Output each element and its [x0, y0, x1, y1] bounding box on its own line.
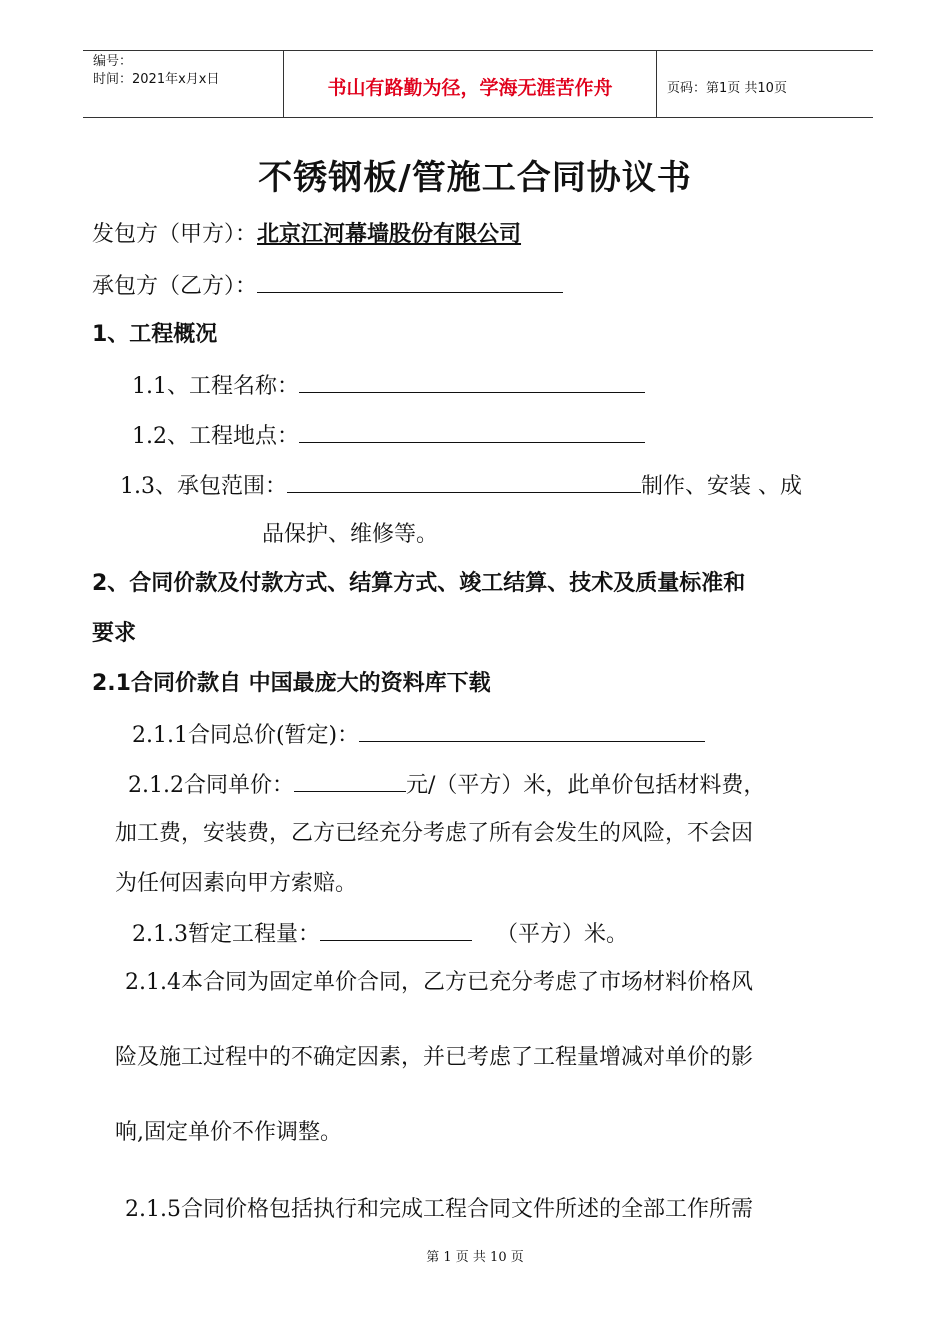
header-meta — [93, 53, 219, 89]
section-2-heading-cont: 要求 — [92, 621, 137, 646]
header-divider — [656, 51, 657, 117]
item-1-1 — [132, 370, 645, 402]
unit-price-blank[interactable] — [294, 769, 406, 792]
item-1-3-suffix: 制作、安装 、成 — [641, 474, 802, 499]
item-2-1-3-label: 2.1.3暂定工程量： — [132, 922, 320, 947]
party-b-blank[interactable] — [257, 270, 563, 293]
header-motto: 书山有路勤为径，学海无涯苦作舟 — [327, 77, 613, 99]
party-a-value: 北京江河幕墙股份有限公司 — [257, 222, 522, 247]
item-1-2-label: 1.2、工程地点： — [132, 424, 299, 449]
item-1-3 — [120, 470, 802, 502]
document-title: 不锈钢板/管施工合同协议书 — [258, 158, 692, 198]
subsection-2-1: 2.1合同价款自 中国最庞大的资料库下载 — [92, 671, 491, 696]
item-2-1-2-label: 2.1.2合同单价： — [128, 773, 294, 798]
project-name-blank[interactable] — [299, 370, 645, 393]
item-1-3-continued: 品保护、维修等。 — [262, 522, 439, 547]
party-a-label: 发包方（甲方）： — [92, 222, 258, 247]
total-price-blank[interactable] — [359, 719, 705, 742]
header-page-info: 页码：第1页 共10页 — [667, 81, 787, 96]
item-2-1-4-line3: 响,固定单价不作调整。 — [115, 1120, 342, 1145]
header-code: 编号： — [93, 54, 133, 69]
item-2-1-2-line2: 加工费，安装费，乙方已经充分考虑了所有会发生的风险，不会因 — [115, 821, 754, 846]
party-b-label: 承包方（乙方）： — [92, 274, 258, 299]
item-2-1-1 — [132, 719, 705, 751]
party-a-line — [92, 220, 521, 250]
item-2-1-2-line3: 为任何因素向甲方索赔。 — [115, 871, 358, 896]
item-2-1-3 — [132, 918, 628, 950]
item-2-1-2 — [128, 769, 765, 801]
header-divider — [283, 51, 284, 117]
item-2-1-4-line1: 2.1.4本合同为固定单价合同，乙方已充分考虑了市场材料价格风 — [125, 970, 753, 995]
item-2-1-1-label: 2.1.1合同总价(暂定)： — [132, 723, 360, 748]
party-b-line — [92, 270, 563, 302]
item-1-1-label: 1.1、工程名称： — [132, 374, 299, 399]
item-2-1-5-line1: 2.1.5合同价格包括执行和完成工程合同文件所述的全部工作所需 — [125, 1197, 753, 1222]
section-2-heading: 2、合同价款及付款方式、结算方式、竣工结算、技术及质量标准和 — [92, 571, 746, 596]
item-2-1-3-unit: （平方）米。 — [495, 922, 628, 947]
project-location-blank[interactable] — [299, 420, 645, 443]
page-footer: 第 1 页 共 10 页 — [426, 1250, 524, 1265]
page-header — [83, 50, 873, 118]
item-1-2 — [132, 420, 645, 452]
item-2-1-4-line2: 险及施工过程中的不确定因素，并已考虑了工程量增减对单价的影 — [115, 1045, 754, 1070]
section-1-heading: 1、工程概况 — [92, 322, 218, 347]
header-time: 时间：2021年x月x日 — [93, 72, 220, 87]
item-2-1-2-text: 元/（平方）米，此单价包括材料费， — [405, 773, 766, 798]
quantity-blank[interactable] — [320, 918, 472, 941]
scope-blank[interactable] — [287, 470, 641, 493]
item-1-3-label: 1.3、承包范围： — [120, 474, 287, 499]
